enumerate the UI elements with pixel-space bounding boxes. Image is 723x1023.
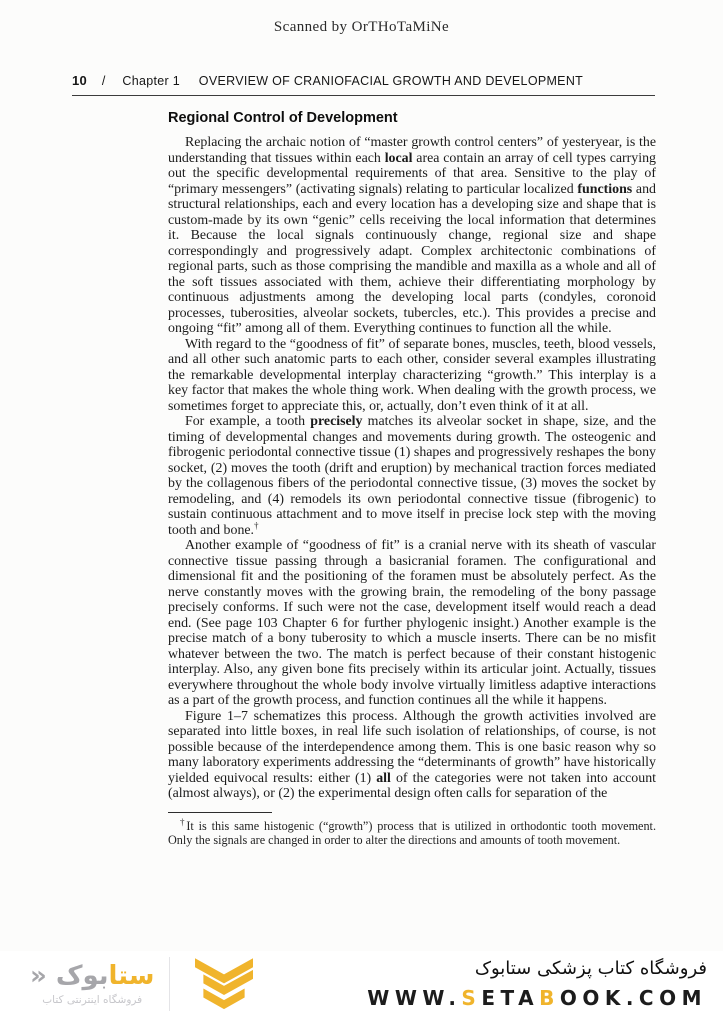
text-segment: B [539,986,560,1010]
logo-divider [169,957,170,1011]
store-name: فروشگاه کتاب پزشکی ستابوک [474,958,707,979]
logo-wordmark-block [30,962,155,1006]
text-segment: and structural relationships, each and every location has a developing size and shape that is custom-made by its own “genic” cells receiving the local information that determines it. Because the local signals continuously change, regional size and shape correspondingly and progressively adapt. Complex architectonic combinations of regional parts, such as those comprising the mandible and maxilla as a whole and all of the soft tissues associated with them, achieve their differentiating morphology by continuous adjustments among the developing local parts (condyles, coronoid processes, tuberosities, alveolar sockets, tubercles, etc.). This provides a precise and ongoing “fit” among all of them. Everything continues to function all the while. [168,181,656,336]
text-segment: functions [577,181,633,197]
setabook-logo [30,955,264,1013]
publisher-footer [0,951,723,1023]
scan-credit: Scanned by OrTHoTaMiNe [273,19,450,35]
logo-tagline: فروشگاه اینترنتی کتاب [42,993,143,1006]
body-text [168,135,656,802]
text-segment: « [30,961,56,992]
chapter-label: Chapter 1 [122,74,181,88]
paragraph [168,135,656,337]
section-heading: Regional Control of Development [168,110,398,126]
paragraph [168,538,656,709]
text-segment: ستا [108,961,155,992]
text-segment: of the categories were not taken into account (almost always), or (2) the experimental design often calls for separation of the [168,770,657,801]
text-segment: matches its alveolar socket in shape, size, and the timing of developmental changes and movements during growth. The osteogenic and fibrogenic periodontal connective tissue (1) shapes and progressively reshapes the bony socket, (2) moves the tooth (drift and eruption) by mechanical traction forces mediated by the collagenous fibers of the periodontal connective tissue, (3) moves the socket by remodeling, and (4) remodels its own periodontal connective tissue (fibrogenic) to sustain continuous attachment and to move itself in precise lock step with the moving tooth and bone. [168,414,656,538]
running-header [72,73,655,96]
text-segment: † [254,519,259,530]
text-segment: precisely [310,414,363,429]
paragraph [168,816,656,848]
site-url [367,986,707,1010]
header-separator: / [101,74,106,88]
text-segment: بوک [55,961,109,992]
footnote-text [168,816,656,848]
setabook-chevron-icon [184,955,264,1013]
paragraph [168,709,656,802]
paragraph [168,414,656,538]
page-number: 10 [72,73,88,88]
text-segment: ETA [481,986,540,1010]
store-info [367,958,707,1010]
text-segment: Figure 1–7 schematizes this process. Although the growth activities involved are separated into little boxes, in real life such isolation of relationships, of course, is not possible because of the interdependence among them. This is one basic reason why so many laboratory experiments addressing the “determinants of growth” have historically yielded equivocal results: either (1) [168,708,656,786]
text-segment: For example, a tooth [185,414,311,429]
text-segment: Replacing the archaic notion of “master growth control centers” of yesteryear, is the understanding that tissues within each [168,135,656,166]
footnote-rule [168,812,272,813]
text-segment: WWW. [367,986,462,1010]
text-segment: S [461,986,482,1010]
text-segment: With regard to the “goodness of fit” of separate bones, muscles, teeth, blood vessels, and all other such anatomic parts to each other, consider several examples illustrating the remarkable developmental interplay characterizing “growth.” This interplay is a key factor that makes the whole thing work. When dealing with the growth process, we sometimes forget to appreciate this, or, actually, don’t even think of it at all. [168,336,656,414]
text-segment: area contain an array of cell types carrying out the specific developmental requirements of that area. Sensitive to the play of “primary messengers” (activating signals) relating to particular localized [168,150,656,197]
page-body [168,110,656,847]
setabook-wordmark [30,962,155,991]
footnote-block [168,812,656,848]
text-segment: local [384,150,413,166]
text-segment: Another example of “goodness of fit” is a cranial nerve with its sheath of vascular connective tissue passing through a basicranial foramen. The configurational and dimensional fit and the positioning of the foramen must be absolutely perfect. As the nerve constantly moves with the growing brain, the remodeling of the bony passage precisely conforms. If such were not the case, development itself would reach a dead end. (See page 103 Chapter 6 for further phylogenic insight.) Another example is the precise match of a bony tuberosity to which a muscle inserts. There can be no misfit whatever between the two. The match is perfect because of their constant histogenic interplay. Also, any given bone fits precisely within its articular joint. Actually, tissues everywhere throughout the whole body involve virtually limitless adaptive interactions as a part of the growth process, and function continues all the while it happens. [168,538,656,708]
running-title: OVERVIEW OF CRANIOFACIAL GROWTH AND DEVELOPMENT [198,74,584,88]
text-segment: It is this same histogenic (“growth”) process that is utilized in orthodontic tooth movement. Only the signals are changed in order to alter the directions and amounts of tooth movement. [168,818,656,847]
text-segment: † [180,816,187,827]
paragraph [168,337,656,415]
text-segment: all [376,770,391,786]
text-segment: OOK.COM [559,986,707,1010]
